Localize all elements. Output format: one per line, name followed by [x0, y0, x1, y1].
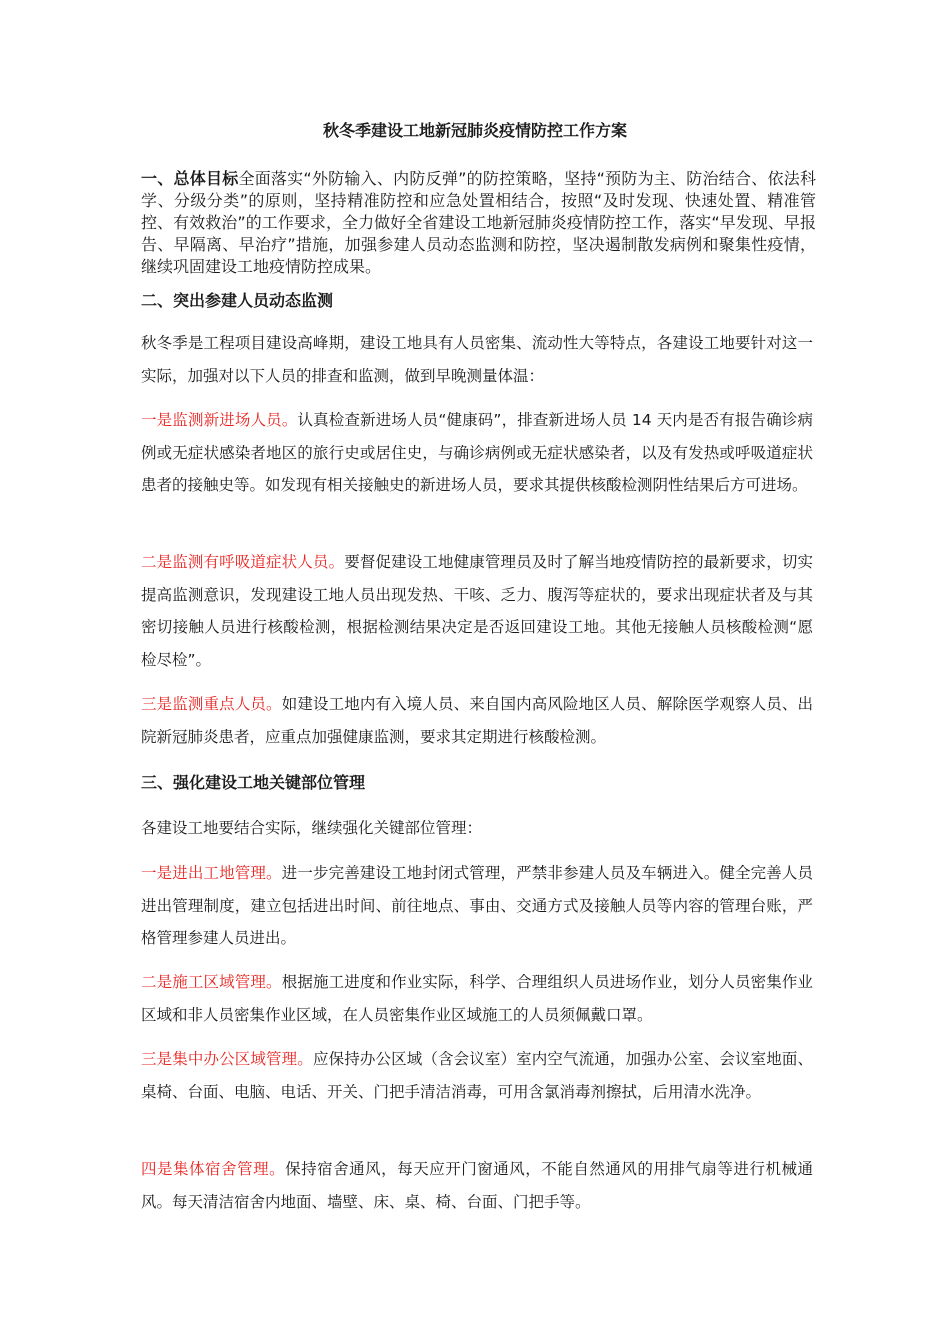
- key-area-item: [141, 857, 813, 955]
- monitoring-item-lead: 一是监测新进场人员。: [141, 411, 298, 429]
- monitoring-item: [141, 546, 813, 676]
- section-general-goal: [141, 168, 816, 278]
- monitoring-item: [141, 404, 813, 502]
- section-heading-key-areas: 三、强化建设工地关键部位管理: [141, 773, 366, 792]
- key-area-item-text: 保持宿舍通风，每天应开门窗通风，不能自然通风的用排气扇等进行机械通风。每天清洁宿舍内地面、墙壁、床、桌、椅、台面、门把手等。: [141, 1160, 813, 1211]
- key-area-item-lead: 一是进出工地管理。: [141, 864, 282, 882]
- section-heading-monitoring: 二、突出参建人员动态监测: [141, 291, 334, 310]
- document-title: 秋冬季建设工地新冠肺炎疫情防控工作方案: [322, 121, 627, 140]
- monitoring-item: [141, 688, 813, 753]
- monitoring-item-text: 认真检查新进场人员“健康码”，排查新进场人员 14 天内是否有报告确诊病例或无症状感染者地区的旅行史或居住史，与确诊病例或无症状感染者，以及有发热或呼吸道症状患者的接触史等。如发现有相关接触史的新进场人员，要求其提供核酸检测阴性结果后方可进场。: [141, 411, 813, 495]
- general-goal-text: 全面落实“外防输入、内防反弹”的防控策略，坚持“预防为主、防治结合、依法科学、分级分类”的原则，坚持精准防控和应急处置相结合，按照“及时发现、快速处置、精准管控、有效救治”的工作要求，全力做好全省建设工地新冠肺炎疫情防控工作，落实“早发现、早报告、早隔离、早治疗”措施，加强参建人员动态监测和防控，坚决遏制散发病例和聚集性疫情，继续巩固建设工地疫情防控成果。: [141, 169, 816, 276]
- key-area-item-text: 进一步完善建设工地封闭式管理，严禁非参建人员及车辆进入。健全完善人员进出管理制度，建立包括进出时间、前往地点、事由、交通方式及接触人员等内容的管理台账，严格管理参建人员进出。: [141, 864, 813, 948]
- key-area-item: [141, 1153, 813, 1218]
- monitoring-item-text: 要督促建设工地健康管理员及时了解当地疫情防控的最新要求，切实提高监测意识，发现建设工地人员出现发热、干咳、乏力、腹泻等症状的，要求出现症状者及与其密切接触人员进行核酸检测，根据检测结果决定是否返回建设工地。其他无接触人员核酸检测“愿检尽检”。: [141, 553, 813, 669]
- key-area-item-lead: 三是集中办公区域管理。: [141, 1050, 313, 1068]
- key-area-item-text: 应保持办公区域（含会议室）室内空气流通，加强办公室、会议室地面、桌椅、台面、电脑、电话、开关、门把手清洁消毒，可用含氯消毒剂擦拭，后用清水洗净。: [141, 1050, 813, 1101]
- monitoring-intro: 秋冬季是工程项目建设高峰期，建设工地具有人员密集、流动性大等特点，各建设工地要针对这一实际，加强对以下人员的排查和监测，做到早晚测量体温：: [141, 334, 813, 385]
- key-area-item-lead: 二是施工区域管理。: [141, 973, 282, 991]
- monitoring-item-lead: 三是监测重点人员。: [141, 695, 282, 713]
- key-area-item: [141, 1043, 813, 1108]
- monitoring-item-text: 如建设工地内有入境人员、来自国内高风险地区人员、解除医学观察人员、出院新冠肺炎患者，应重点加强健康监测，要求其定期进行核酸检测。: [141, 695, 813, 746]
- key-area-item-lead: 四是集体宿舍管理。: [141, 1160, 286, 1178]
- key-area-item-text: 根据施工进度和作业实际，科学、合理组织人员进场作业，划分人员密集作业区域和非人员密集作业区域，在人员密集作业区域施工的人员须佩戴口罩。: [141, 973, 813, 1024]
- key-area-item: [141, 966, 813, 1031]
- section-heading-general-goal: 一、总体目标: [141, 169, 239, 188]
- monitoring-item-lead: 二是监测有呼吸道症状人员。: [141, 553, 345, 571]
- key-areas-intro: 各建设工地要结合实际，继续强化关键部位管理：: [141, 819, 483, 837]
